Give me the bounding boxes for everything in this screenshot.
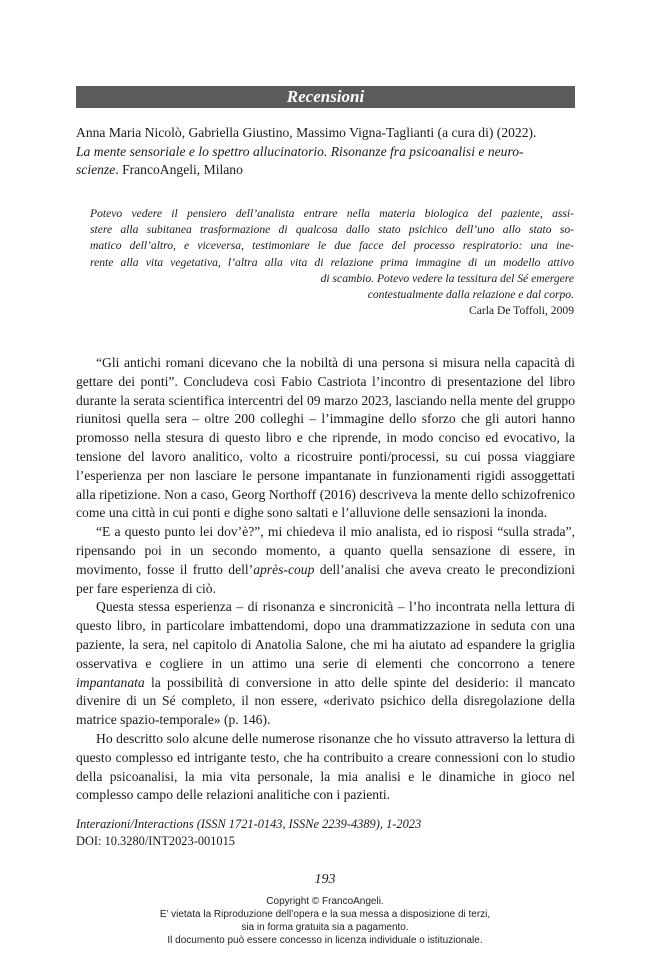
copyright-notice (0, 895, 650, 947)
journal-footer (76, 816, 575, 850)
page-number: 193 (314, 872, 336, 887)
epigraph-author: Carla De Toffoli, 2009 (468, 304, 574, 318)
copyright-line: Il documento può essere concesso in licenza individuale o istituzionale. (167, 935, 483, 946)
doi-text: DOI: 10.3280/INT2023-001015 (76, 834, 235, 848)
citation-title-line1: La mente sensoriale e lo spettro allucinatorio. Risonanze fra psicoanalisi e neuro- (76, 143, 524, 159)
epigraph-line: matico dell’altro, e viceversa, testimoniare le due facce del processo respiratorio: una ine- (90, 239, 574, 253)
review-body (76, 354, 575, 805)
p3-italic: impantanata (76, 674, 145, 690)
p3-text-a: Questa stessa esperienza – di risonanza e sincronicità – l’ho incontrata nella lettura di questo libro, in particolare imbattendomi, dopo una drammatizzazione in seduta con una paziente, la sera, nel capitolo di Anatolia Salone, che mi ha aiutato ad espandere la griglia osservativa e cogliere in un attimo una serie di elementi che concorrono a tenere (76, 599, 575, 671)
p2-text-b: dell’analisi che aveva creato le precondizioni per fare esperienza di ciò. (76, 561, 575, 596)
epigraph (90, 206, 574, 319)
epigraph-line: contestualmente dalla relazione e dal corpo. (367, 288, 574, 302)
section-header: Recensioni (76, 86, 575, 108)
body-paragraph-3 (76, 598, 575, 730)
citation-publisher: . FrancoAngeli, Milano (115, 162, 243, 177)
epigraph-line: stere alla subitanea trasformazione di qualcosa dallo stato psichico dell’uno allo stato so- (90, 223, 574, 237)
copyright-line: E’ vietata la Riproduzione dell’opera e la sua messa a disposizione di terzi, (159, 909, 491, 920)
copyright-line: sia in forma gratuita sia a pagamento. (241, 922, 409, 933)
journal-info: Interazioni/Interactions (ISSN 1721-0143, ISSNe 2239-4389), 1-2023 (76, 817, 422, 831)
citation-title-end: scienze (76, 162, 116, 177)
p3-text-b: la possibilità di conversione in atto delle spinte del desiderio: il mancato divenire di un Sé completo, il non essere, «derivato psichico della disregolazione della matrice spazio-temporale» (p. 146). (76, 674, 575, 728)
body-paragraph-4: Ho descritto solo alcune delle numerose risonanze che ho vissuto attraverso la lettura di questo complesso ed intrigante testo, che ha contribuito a creare connessioni con lo studio della psicoanalisi, la mia vita personale, la mia analisi e le dinamiche in gioco nel complesso campo delle relazioni analitiche con i pazienti. (76, 730, 575, 803)
body-paragraph-1: “Gli antichi romani dicevano che la nobiltà di una persona si misura nella capacità di gettare dei ponti”. Concludeva così Fabio Castriota l’incontro di presentazione del libro durante la serata scientifica intercentri del 09 marzo 2023, lasciando nella mente del gruppo riunitosi quella sera – oltre 200 colleghi – l’immagine dello sforzo che gli autori hanno promosso nella stesura di questo libro e che riprende, in modo conciso ed evocativo, la tensione del lavoro analitico, volto a ricostruire ponti/processi, su cui possa viaggiare l’esperienza per non lasciare le persone impantanate in funzionamenti rigidi assoggettati alla ripetizione. Non a caso, Georg Northoff (2016) descriveva la mente dello schizofrenico come una città in cui ponti e dighe sono saltati e l’alluvione delle sensazioni la inonda. (76, 355, 575, 521)
body-paragraph-2 (76, 523, 575, 598)
p2-text-a: “E a questo punto lei dov’è?”, mi chiedeva il mio analista, ed io risposi “sulla strada”, ripensando poi in un secondo momento, a quanto quella sensazione di essere, in movimento, fosse il frutto dell’ (76, 524, 575, 577)
citation-title-line2 (76, 161, 575, 180)
epigraph-line: Potevo vedere il pensiero dell’analista entrare nella materia biologica del paziente, assi- (90, 207, 574, 220)
p2-italic: après-coup (253, 561, 315, 577)
epigraph-line: di scambio. Potevo vedere la tessitura del Sé emergere (320, 271, 574, 285)
book-citation (76, 124, 575, 180)
copyright-line: Copyright © FrancoAngeli. (266, 896, 384, 907)
epigraph-line: rente alla vita vegetativa, l’altra alla vita di relazione prima immagine di un modello attivo (90, 255, 574, 269)
citation-authors: Anna Maria Nicolò, Gabriella Giustino, Massimo Vigna-Taglianti (a cura di) (2022). (76, 125, 537, 140)
